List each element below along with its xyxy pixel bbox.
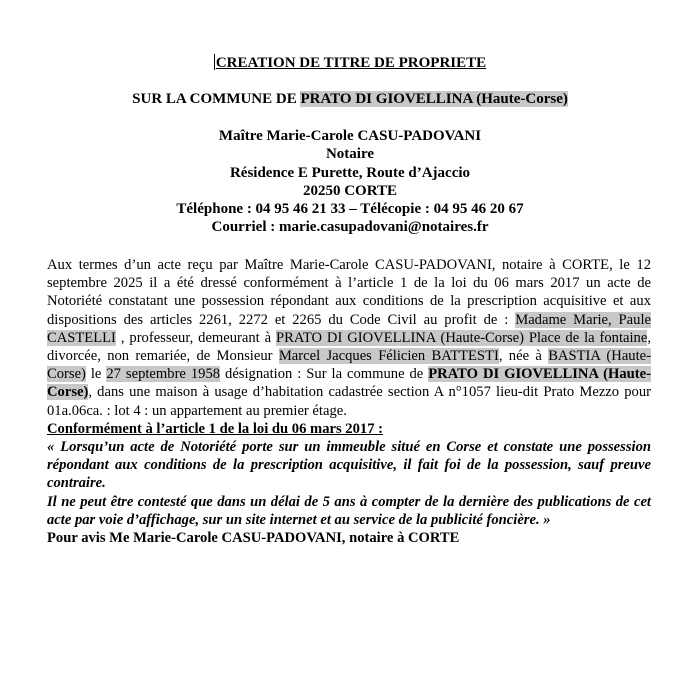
highlight-ex-spouse-name: Marcel Jacques Félicien BATTESTI: [278, 348, 499, 365]
body-segment: le: [85, 366, 107, 383]
body-segment: , divorcée, non remariée, de Monsieur: [47, 329, 651, 365]
highlight-birthdate: 27 septembre 1958: [106, 366, 221, 383]
notary-address-line2: 20250 CORTE: [302, 182, 398, 199]
document-title: [0, 54, 700, 72]
notary-block: [0, 127, 700, 237]
highlight-beneficiary-surname: CASTELLI: [47, 329, 116, 346]
body-segment: , dans une maison à usage d’habitation cadastrée section A n°1057 lieu-dit Prato Mezzo pour 01a.06ca. : lot 4 : un appartement au premier étage.: [47, 384, 651, 419]
body-segment: , née à: [498, 348, 549, 365]
highlight-property-commune: PRATO DI GIOVELLINA (Haute-Corse): [47, 366, 651, 401]
body-intro: Aux termes d’un acte reçu par Maître Marie-Carole CASU-PADOVANI, notaire à CORTE, le 12 septembre 2025 il a été dressé conformément à l’article 1 de la loi du 06 mars 2017 un acte de Notoriété constatant une possession répondant aux conditions de la prescription acquisitive et aux dispositions des articles 2261, 2272 et 2265 du Code Civil au profit de :: [47, 257, 651, 328]
notary-email: Courriel : marie.casupadovani@notaires.fr: [211, 219, 489, 236]
notary-role: Notaire: [325, 146, 375, 163]
subtitle-location-highlight: PRATO DI GIOVELLINA (Haute-Corse): [300, 91, 568, 107]
body-text: [47, 256, 651, 547]
highlight-beneficiary-name: Madame Marie, Paule: [515, 311, 651, 328]
document-subtitle: [0, 91, 700, 108]
law-quote-paragraph-2: Il ne peut être contesté que dans un délai de 5 ans à compter de la dernière des publications de cet acte par voie d’affichage, sur un site internet et au service de la publicité foncière. »: [47, 493, 651, 528]
highlight-birthplace: BASTIA (Haute-Corse): [47, 348, 651, 383]
notary-name: Maître Marie-Carole CASU-PADOVANI: [218, 128, 482, 144]
document-title-text: CREATION DE TITRE DE PROPRIETE: [215, 55, 487, 71]
subtitle-prefix: SUR LA COMMUNE DE: [132, 91, 301, 107]
law-article-heading: Conformément à l’article 1 de la loi du 06 mars 2017 :: [47, 420, 384, 437]
body-paragraph: [47, 256, 651, 420]
notary-phone-fax: Téléphone : 04 95 46 21 33 – Télécopie : 04 95 46 20 67: [176, 201, 524, 218]
law-quote-paragraph-1: « Lorsqu’un acte de Notoriété porte sur un immeuble situé en Corse et constate une possession répondant aux conditions de la prescription acquisitive, il fait foi de la possession, sauf preuve contraire.: [47, 439, 651, 492]
text-cursor: [214, 54, 215, 70]
notary-address-line1: Résidence E Purette, Route d’Ajaccio: [229, 164, 471, 181]
highlight-beneficiary-address: PRATO DI GIOVELLINA (Haute-Corse) Place de la fontaine: [276, 329, 648, 346]
body-segment: , professeur, demeurant à: [115, 329, 277, 346]
closing-notice: Pour avis Me Marie-Carole CASU-PADOVANI, notaire à CORTE: [47, 530, 460, 547]
body-segment: désignation : Sur la commune de: [220, 366, 429, 383]
